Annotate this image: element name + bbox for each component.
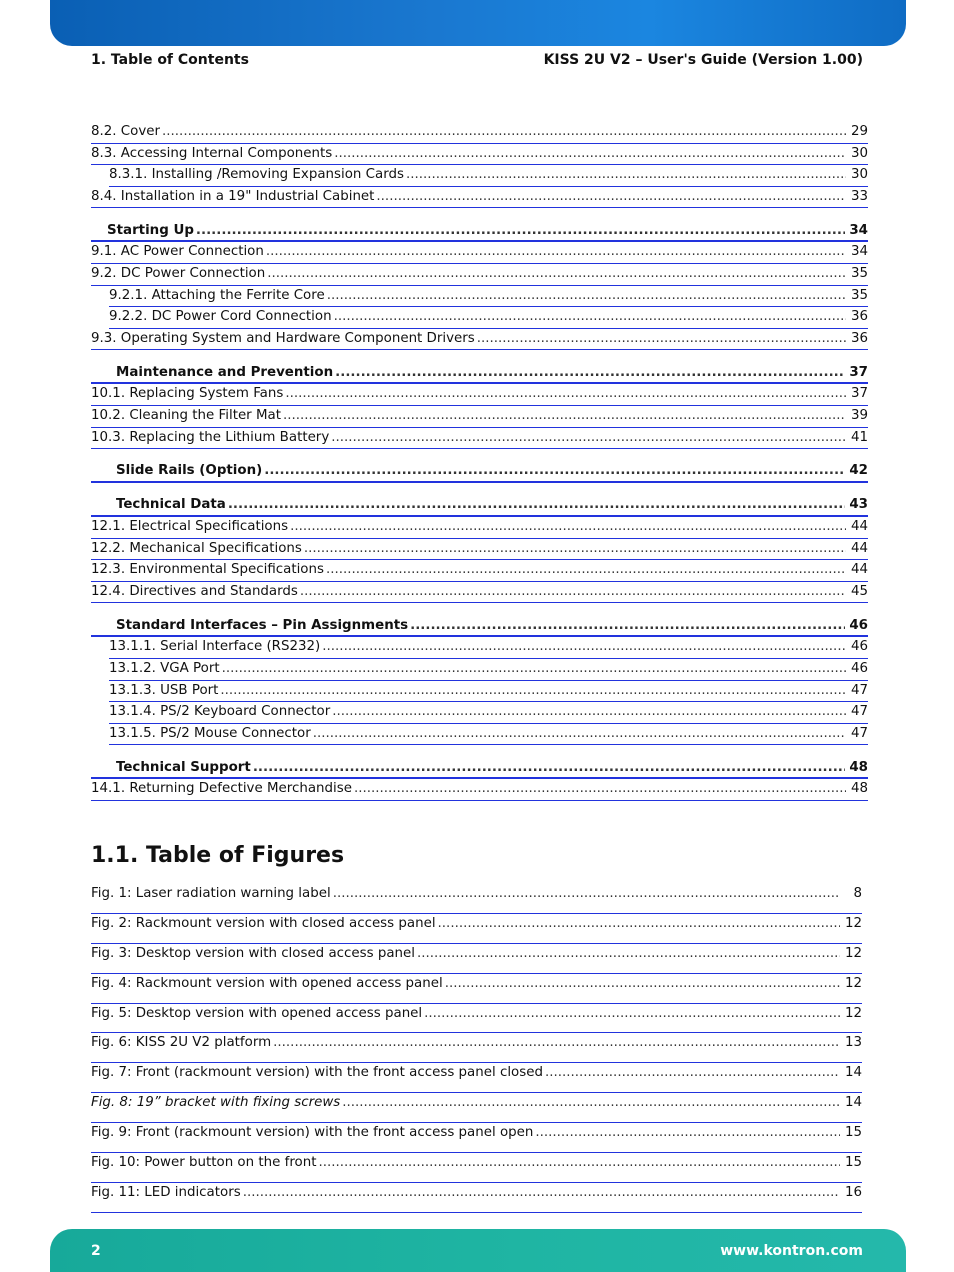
entry-label: 8.4. Installation in a 19" Industrial Cabinet xyxy=(91,188,375,204)
toc-entry[interactable] xyxy=(109,286,868,308)
toc-entry[interactable] xyxy=(91,539,868,561)
toc-entry[interactable] xyxy=(109,637,868,659)
dot-leader xyxy=(333,884,840,903)
dot-leader xyxy=(334,307,846,326)
table-of-figures xyxy=(91,884,862,1213)
entry-label: 13.1.1. Serial Interface (RS232) xyxy=(109,639,321,655)
toc-entry[interactable] xyxy=(109,165,868,187)
entry-page-number: 34 xyxy=(849,222,868,238)
dot-leader xyxy=(243,1183,840,1202)
entry-label: Fig. 6: KISS 2U V2 platform xyxy=(91,1035,272,1051)
dot-leader xyxy=(322,637,846,656)
dot-leader xyxy=(285,384,846,403)
dot-leader xyxy=(196,221,845,240)
dot-leader xyxy=(535,1123,840,1142)
entry-label: 10.3. Replacing the Lithium Battery xyxy=(91,429,330,445)
entry-page-number: 44 xyxy=(850,519,868,535)
toc-entry[interactable] xyxy=(109,724,868,746)
entry-label: Fig. 7: Front (rackmount version) with the front access panel closed xyxy=(91,1065,543,1081)
toc-entry[interactable] xyxy=(91,363,868,385)
entry-page-number: 12 xyxy=(844,1005,862,1021)
entry-page-number: 29 xyxy=(850,124,868,139)
entry-page-number: 48 xyxy=(849,759,868,775)
entry-page-number: 13 xyxy=(844,1035,862,1051)
entry-label: Fig. 9: Front (rackmount version) with the front access panel open xyxy=(91,1125,534,1141)
dot-leader xyxy=(406,165,846,184)
entry-page-number: 46 xyxy=(850,661,868,677)
entry-label: 9.2. DC Power Connection xyxy=(91,265,266,281)
entry-page-number: 36 xyxy=(850,309,868,325)
header-guide-title: KISS 2U V2 – User's Guide (Version 1.00) xyxy=(543,52,863,68)
entry-page-number: 44 xyxy=(850,562,868,578)
entry-label: Slide Rails (Option) xyxy=(116,463,263,479)
header-section-title: 1. Table of Contents xyxy=(91,52,249,68)
dot-leader xyxy=(354,779,846,798)
toc-entry[interactable] xyxy=(109,307,868,329)
entry-label: 9.1. AC Power Connection xyxy=(91,244,264,260)
figure-entry[interactable] xyxy=(91,1093,862,1123)
entry-page-number: 35 xyxy=(850,287,868,303)
entry-label: 10.2. Cleaning the Filter Mat xyxy=(91,407,281,423)
entry-page-number: 15 xyxy=(844,1155,862,1171)
toc-entry[interactable] xyxy=(91,122,868,144)
header-band xyxy=(50,0,906,46)
entry-label: Fig. 10: Power button on the front xyxy=(91,1155,317,1171)
dot-leader xyxy=(264,461,845,480)
toc-entry[interactable] xyxy=(91,560,868,582)
entry-page-number: 14 xyxy=(844,1095,862,1111)
toc-entry[interactable] xyxy=(109,659,868,681)
entry-label: Fig. 1: Laser radiation warning label xyxy=(91,886,331,901)
entry-label: 12.1. Electrical Specifications xyxy=(91,519,289,535)
dot-leader xyxy=(417,944,840,963)
figure-entry[interactable] xyxy=(91,1033,862,1063)
entry-label: Standard Interfaces – Pin Assignments xyxy=(116,617,409,633)
toc-entry[interactable] xyxy=(91,779,868,801)
toc-entry[interactable] xyxy=(109,702,868,724)
dot-leader xyxy=(545,1063,840,1082)
dot-leader xyxy=(267,264,846,283)
entry-label: 13.1.3. USB Port xyxy=(109,682,219,698)
dot-leader xyxy=(222,659,846,678)
dot-leader xyxy=(334,144,846,163)
entry-page-number: 42 xyxy=(849,463,868,479)
entry-page-number: 48 xyxy=(850,781,868,797)
toc-entry[interactable] xyxy=(109,681,868,703)
dot-leader xyxy=(410,616,845,635)
entry-label: 13.1.4. PS/2 Keyboard Connector xyxy=(109,704,331,720)
entry-label: 9.3. Operating System and Hardware Component Drivers xyxy=(91,330,475,346)
footer-url[interactable]: www.kontron.com xyxy=(720,1243,863,1259)
dot-leader xyxy=(273,1033,840,1052)
entry-page-number: 33 xyxy=(850,188,868,204)
toc-entry[interactable] xyxy=(91,329,868,351)
entry-page-number: 36 xyxy=(850,330,868,346)
toc-entry[interactable] xyxy=(91,495,868,517)
entry-page-number: 15 xyxy=(844,1125,862,1141)
entry-page-number: 39 xyxy=(850,407,868,423)
entry-page-number: 30 xyxy=(850,167,868,183)
dot-leader xyxy=(228,495,846,514)
entry-page-number: 47 xyxy=(850,704,868,720)
figures-heading: 1.1. Table of Figures xyxy=(91,843,345,868)
entry-label: 8.3. Accessing Internal Components xyxy=(91,145,333,161)
dot-leader xyxy=(283,406,846,425)
toc-entry[interactable] xyxy=(91,187,868,209)
entry-label: 13.1.5. PS/2 Mouse Connector xyxy=(109,725,311,741)
entry-label: 12.4. Directives and Standards xyxy=(91,583,298,599)
toc-entry[interactable] xyxy=(91,582,868,604)
entry-page-number: 43 xyxy=(849,497,868,513)
toc-entry[interactable] xyxy=(91,758,868,780)
entry-label: Technical Data xyxy=(116,497,226,513)
entry-page-number: 46 xyxy=(849,617,868,633)
footer-band xyxy=(50,1229,906,1272)
toc-entry[interactable] xyxy=(91,616,868,638)
dot-leader xyxy=(376,187,846,206)
figure-entry[interactable] xyxy=(91,944,862,974)
dot-leader xyxy=(220,681,846,700)
entry-page-number: 12 xyxy=(844,975,862,991)
toc-entry[interactable] xyxy=(91,406,868,428)
toc-entry[interactable] xyxy=(91,264,868,286)
entry-page-number: 12 xyxy=(844,945,862,961)
dot-leader xyxy=(318,1153,840,1172)
toc-entry[interactable] xyxy=(91,242,868,264)
entry-label: Technical Support xyxy=(116,759,251,775)
dot-leader xyxy=(326,560,846,579)
entry-page-number: 44 xyxy=(850,540,868,556)
entry-label: 13.1.2. VGA Port xyxy=(109,661,220,677)
entry-page-number: 47 xyxy=(850,682,868,698)
entry-page-number: 34 xyxy=(850,244,868,260)
entry-label: 10.1. Replacing System Fans xyxy=(91,386,284,402)
entry-page-number: 14 xyxy=(844,1065,862,1081)
entry-page-number: 41 xyxy=(850,429,868,445)
toc-entry[interactable] xyxy=(91,461,868,483)
dot-leader xyxy=(335,363,845,382)
dot-leader xyxy=(313,724,846,743)
entry-page-number: 35 xyxy=(850,265,868,281)
figure-entry[interactable] xyxy=(91,914,862,944)
entry-page-number: 8 xyxy=(853,886,862,901)
entry-page-number: 46 xyxy=(850,639,868,655)
figure-entry[interactable] xyxy=(91,1183,862,1213)
figure-entry[interactable] xyxy=(91,1004,862,1034)
entry-page-number: 37 xyxy=(850,386,868,402)
entry-label: Maintenance and Prevention xyxy=(116,364,334,380)
entry-label: Starting Up xyxy=(107,222,194,238)
entry-page-number: 12 xyxy=(844,915,862,931)
entry-label: Fig. 4: Rackmount version with opened access panel xyxy=(91,975,443,991)
toc-entry[interactable] xyxy=(91,221,868,243)
running-header xyxy=(91,52,863,70)
dot-leader xyxy=(253,758,846,777)
entry-label: 8.2. Cover xyxy=(91,124,161,139)
entry-label: 12.2. Mechanical Specifications xyxy=(91,540,302,556)
entry-label: 9.2.2. DC Power Cord Connection xyxy=(109,309,332,325)
dot-leader xyxy=(304,539,846,558)
entry-page-number: 47 xyxy=(850,725,868,741)
dot-leader xyxy=(162,122,846,141)
dot-leader xyxy=(300,582,846,601)
toc-entry[interactable] xyxy=(91,517,868,539)
dot-leader xyxy=(290,517,846,536)
table-of-contents xyxy=(91,122,868,801)
entry-label: 8.3.1. Installing /Removing Expansion Cards xyxy=(109,167,404,183)
figure-entry[interactable] xyxy=(91,974,862,1004)
dot-leader xyxy=(477,329,846,348)
figure-entry[interactable] xyxy=(91,1123,862,1153)
entry-label: Fig. 5: Desktop version with opened access panel xyxy=(91,1005,423,1021)
entry-label: Fig. 11: LED indicators xyxy=(91,1184,241,1200)
entry-label: 12.3. Environmental Specifications xyxy=(91,562,324,578)
entry-label: Fig. 3: Desktop version with closed access panel xyxy=(91,945,415,961)
entry-label: 9.2.1. Attaching the Ferrite Core xyxy=(109,287,325,303)
dot-leader xyxy=(266,242,846,261)
dot-leader xyxy=(445,974,840,993)
dot-leader xyxy=(424,1004,840,1023)
toc-entry[interactable] xyxy=(91,384,868,406)
toc-entry[interactable] xyxy=(91,428,868,450)
dot-leader xyxy=(342,1093,840,1112)
entry-label: 14.1. Returning Defective Merchandise xyxy=(91,781,352,797)
dot-leader xyxy=(327,286,846,305)
entry-label: Fig. 8: 19” bracket with fixing screws xyxy=(91,1095,341,1111)
entry-page-number: 37 xyxy=(849,364,868,380)
figure-entry[interactable] xyxy=(91,1153,862,1183)
figure-entry[interactable] xyxy=(91,1063,862,1093)
entry-page-number: 30 xyxy=(850,145,868,161)
entry-page-number: 45 xyxy=(850,583,868,599)
figure-entry[interactable] xyxy=(91,884,862,914)
toc-entry[interactable] xyxy=(91,144,868,166)
dot-leader xyxy=(438,914,840,933)
dot-leader xyxy=(332,702,846,721)
entry-page-number: 16 xyxy=(844,1184,862,1200)
dot-leader xyxy=(331,428,846,447)
entry-label: Fig. 2: Rackmount version with closed access panel xyxy=(91,915,436,931)
footer-page-number: 2 xyxy=(91,1243,101,1259)
